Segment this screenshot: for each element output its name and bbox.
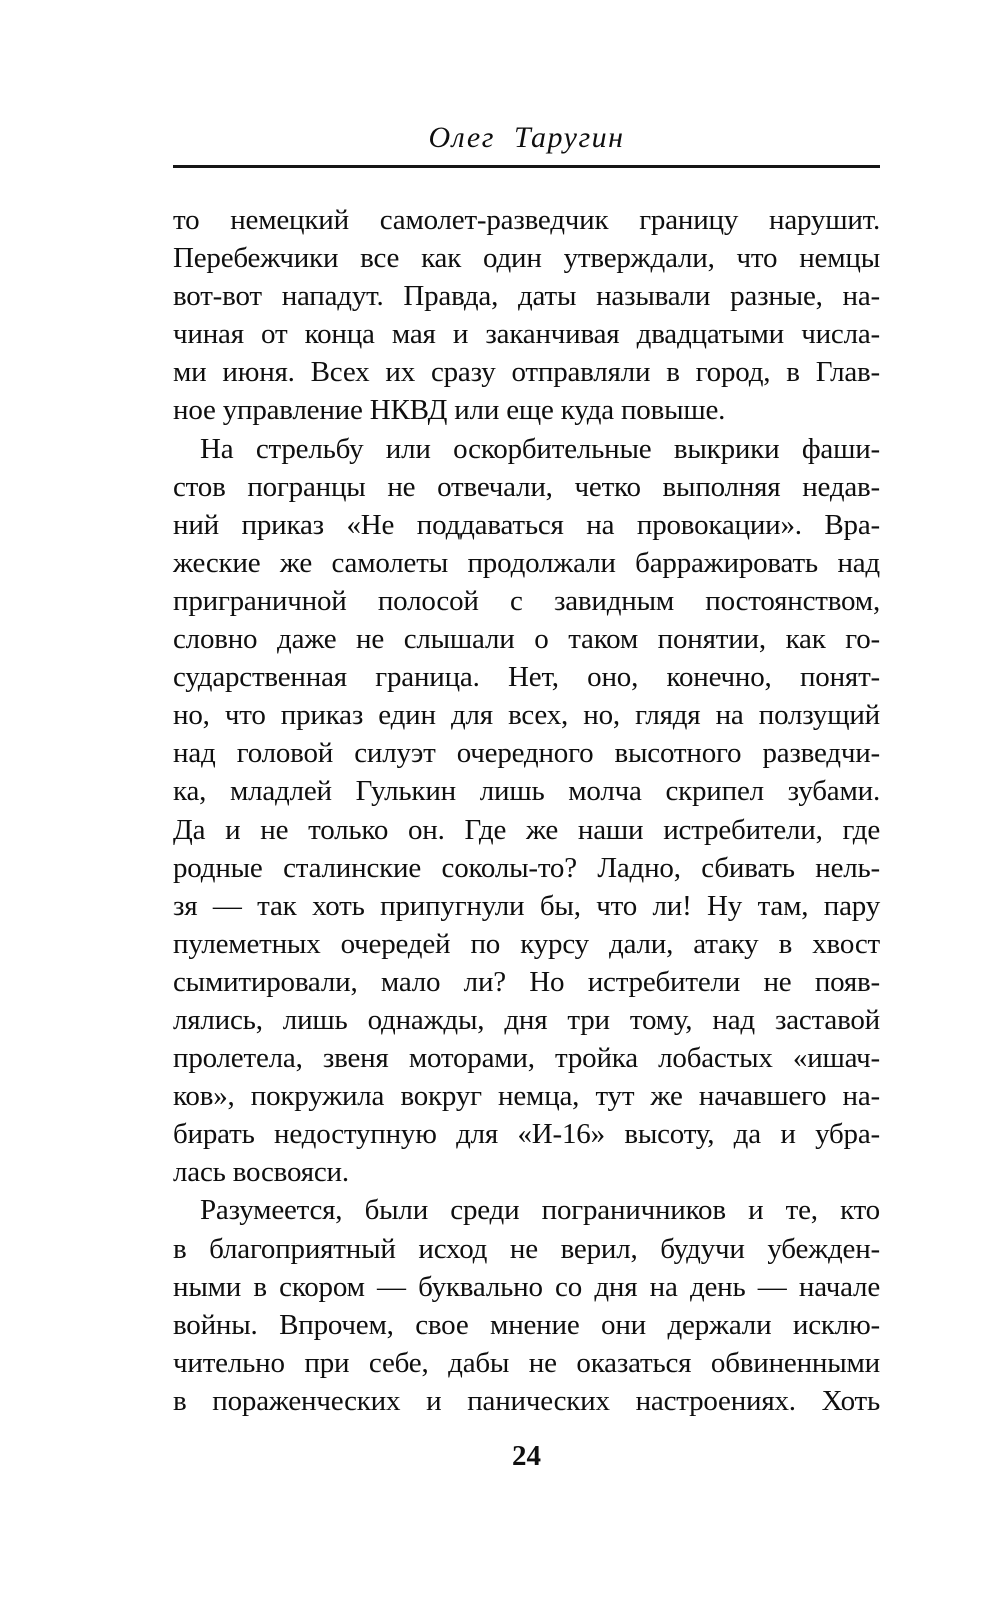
text-line: словно даже не слышали о таком понятии, как го- (173, 623, 880, 656)
text-line: вот-вот нападут. Правда, даты называли разные, на- (173, 280, 880, 313)
text-line: сымитировали, мало ли? Но истребители не появ- (173, 965, 880, 998)
running-header-author: Олег Таругин (428, 121, 625, 154)
page-number: 24 (512, 1440, 541, 1472)
text-line: стов погранцы не отвечали, четко выполняя недав- (173, 470, 880, 503)
text-line: ка, младлей Гулькин лишь молча скрипел зубами. (173, 775, 880, 808)
text-line: зя — так хоть припугнули бы, что ли! Ну там, пару (173, 889, 880, 922)
text-line: ми июня. Всех их сразу отправляли в город, в Глав- (173, 356, 880, 389)
text-line: но, что приказ един для всех, но, глядя на ползущий (173, 699, 880, 732)
text-line: Разумеется, были среди пограничников и те, кто (200, 1194, 880, 1227)
text-line: бирать недоступную для «И-16» высоту, да и убра- (173, 1118, 880, 1151)
text-line: ков», покружила вокруг немца, тут же начавшего на- (173, 1080, 880, 1113)
text-line: ний приказ «Не поддаваться на провокации». Вра- (173, 508, 880, 541)
text-line: Перебежчики все как один утверждали, что немцы (173, 242, 880, 275)
text-line: над головой силуэт очередного высотного разведчи- (173, 737, 880, 770)
text-line: в пораженческих и панических настроениях. Хоть (173, 1384, 880, 1417)
text-line: ными в скором — буквально со дня на день — начале (173, 1270, 880, 1303)
text-line: чиная от конца мая и заканчивая двадцатыми числа- (173, 318, 880, 351)
text-line: пулеметных очередей по курсу дали, атаку в хвост (173, 927, 880, 960)
body-text (173, 201, 880, 1420)
text-line: лялись, лишь однажды, дня три тому, над заставой (173, 1003, 880, 1036)
text-line: жеские же самолеты продолжали барражировать над (173, 546, 880, 579)
text-line: ное управление НКВД или еще куда повыше. (173, 394, 726, 427)
text-line: приграничной полосой с завидным постоянством, (173, 584, 880, 617)
text-line: лась восвояси. (173, 1156, 349, 1189)
text-line: сударственная граница. Нет, оно, конечно, понят- (173, 661, 880, 694)
text-line: в благоприятный исход не верил, будучи убежден- (173, 1232, 880, 1265)
text-line: родные сталинские соколы-то? Ладно, сбивать нель- (173, 851, 880, 884)
text-line: пролетела, звеня моторами, тройка лобастых «ишач- (173, 1042, 880, 1075)
text-line: то немецкий самолет-разведчик границу нарушит. (173, 204, 880, 236)
text-line: войны. Впрочем, свое мнение они держали исклю- (173, 1308, 880, 1341)
text-line: На стрельбу или оскорбительные выкрики фаши- (200, 432, 880, 465)
text-line: Да и не только он. Где же наши истребители, где (173, 813, 880, 846)
header-rule (173, 165, 880, 168)
text-line: чительно при себе, дабы не оказаться обвиненными (173, 1346, 880, 1379)
